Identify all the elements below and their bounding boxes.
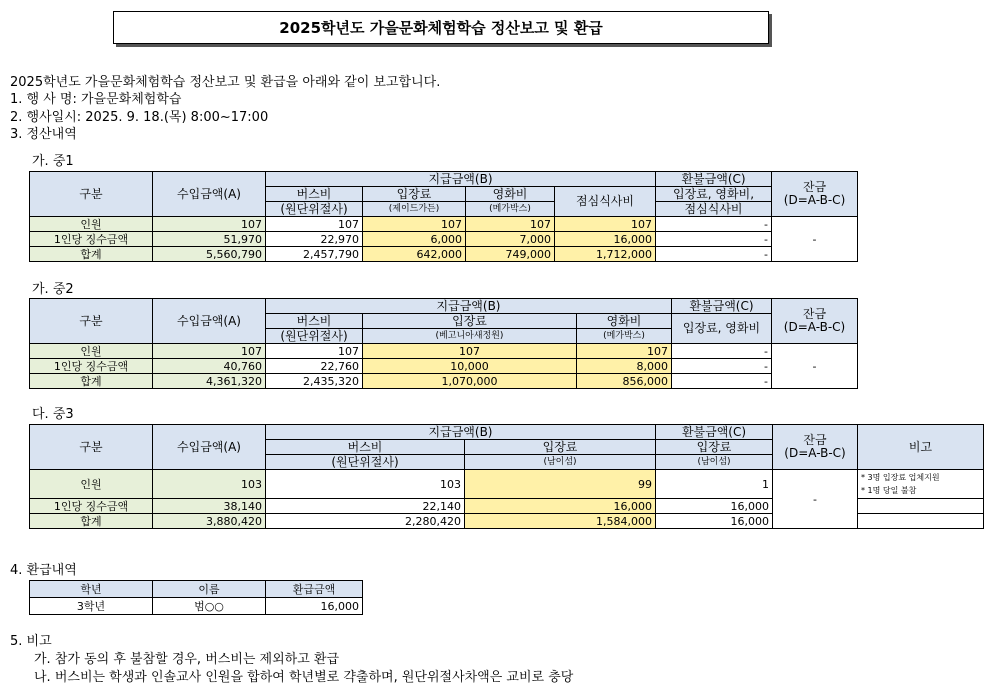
header-refund-sub2: (남이섬) (656, 455, 773, 470)
table-row: 1인당 징수금액 40,760 22,760 10,000 8,000 - (30, 359, 858, 374)
header-amount: 환급금액 (266, 581, 363, 598)
intro-text: 2025학년도 가을문화체험학습 정산보고 및 환급을 아래와 같이 보고합니다. (10, 75, 441, 90)
header-category: 구분 (30, 425, 153, 470)
table-row: 인원 103 103 99 1 - * 3명 입장료 업체지원 * 1명 당일 불참 (30, 470, 984, 499)
section-grade1: 가. 중1 (32, 154, 74, 169)
refund-table (29, 580, 363, 615)
header-income: 수입금액(A) (153, 425, 266, 470)
page-title: 2025학년도 가을문화체험학습 정산보고 및 환급 (113, 11, 769, 44)
settlement-table-grade3 (29, 424, 984, 529)
header-entry-sub: (제이드가든) (363, 202, 466, 217)
header-income: 수입금액(A) (153, 299, 266, 344)
header-balance: 잔금 (D=A-B-C) (773, 425, 858, 470)
remarks-heading: 5. 비고 (10, 634, 52, 649)
settlement-table-grade1 (29, 171, 858, 262)
table-row: 합계 3,880,420 2,280,420 1,584,000 16,000 (30, 514, 984, 529)
table-row: 1인당 징수금액 38,140 22,140 16,000 16,000 (30, 499, 984, 514)
header-bus-sub: (원단위절사) (266, 202, 363, 217)
header-entry: 입장료 (363, 187, 466, 202)
header-refund-sub: 입장료, 영화비 (672, 314, 772, 344)
remark-a: 가. 참가 동의 후 불참할 경우, 버스비는 제외하고 환급 (34, 652, 340, 667)
header-movie-sub: (메가박스) (577, 329, 672, 344)
header-refund-sub: 입장료, 영화비, (656, 187, 772, 202)
header-balance: 잔금 (D=A-B-C) (772, 299, 858, 344)
header-bus: 버스비 (266, 440, 465, 455)
header-entry-sub: (남이섬) (465, 455, 656, 470)
header-entry-sub: (베고니아새정원) (363, 329, 577, 344)
header-bus-sub: (원단위절사) (266, 329, 363, 344)
header-name: 이름 (153, 581, 266, 598)
note-cell: * 3명 입장료 업체지원 * 1명 당일 불참 (858, 470, 984, 499)
section-grade2: 가. 중2 (32, 282, 74, 297)
balance-cell: - (772, 217, 858, 262)
header-movie: 영화비 (466, 187, 555, 202)
header-category: 구분 (30, 172, 153, 217)
settlement-table-grade2 (29, 298, 858, 389)
balance-cell: - (772, 344, 858, 389)
header-entry: 입장료 (363, 314, 577, 329)
header-lunch: 점심식사비 (555, 187, 656, 217)
header-refund: 환불금액(C) (672, 299, 772, 314)
header-refund-sub: 입장료 (656, 440, 773, 455)
header-movie-sub: (메가박스) (466, 202, 555, 217)
header-refund: 환불금액(C) (656, 172, 772, 187)
event-name: 1. 행 사 명: 가을문화체험학습 (10, 92, 182, 107)
header-payment: 지급금액(B) (266, 172, 656, 187)
event-date: 2. 행사일시: 2025. 9. 18.(목) 8:00~17:00 (10, 110, 269, 125)
header-income: 수입금액(A) (153, 172, 266, 217)
header-grade: 학년 (30, 581, 153, 598)
table-row: 3학년 범○○ 16,000 (30, 598, 363, 615)
header-refund: 환불금액(C) (656, 425, 773, 440)
table-row: 합계 5,560,790 2,457,790 642,000 749,000 1,712,000 - (30, 247, 858, 262)
header-bus: 버스비 (266, 187, 363, 202)
section-grade3: 다. 중3 (32, 407, 74, 422)
table-row: 인원 107 107 107 107 107 - - (30, 217, 858, 232)
header-movie: 영화비 (577, 314, 672, 329)
header-note: 비고 (858, 425, 984, 470)
table-row: 1인당 징수금액 51,970 22,970 6,000 7,000 16,000 - (30, 232, 858, 247)
balance-cell: - (773, 470, 858, 529)
header-entry: 입장료 (465, 440, 656, 455)
table-row: 합계 4,361,320 2,435,320 1,070,000 856,000 - (30, 374, 858, 389)
header-payment: 지급금액(B) (266, 425, 656, 440)
remark-b: 나. 버스비는 학생과 인솔교사 인원을 합하여 학년별로 갹출하며, 원단위절사차액은 교비로 충당 (34, 670, 574, 685)
header-refund-sub2: 점심식사비 (656, 202, 772, 217)
settlement-heading: 3. 정산내역 (10, 127, 77, 142)
header-bus: 버스비 (266, 314, 363, 329)
refund-heading: 4. 환급내역 (10, 563, 77, 578)
table-row: 인원 107 107 107 107 - - (30, 344, 858, 359)
header-bus-sub: (원단위절사) (266, 455, 465, 470)
header-balance: 잔금 (D=A-B-C) (772, 172, 858, 217)
header-category: 구분 (30, 299, 153, 344)
header-payment: 지급금액(B) (266, 299, 672, 314)
